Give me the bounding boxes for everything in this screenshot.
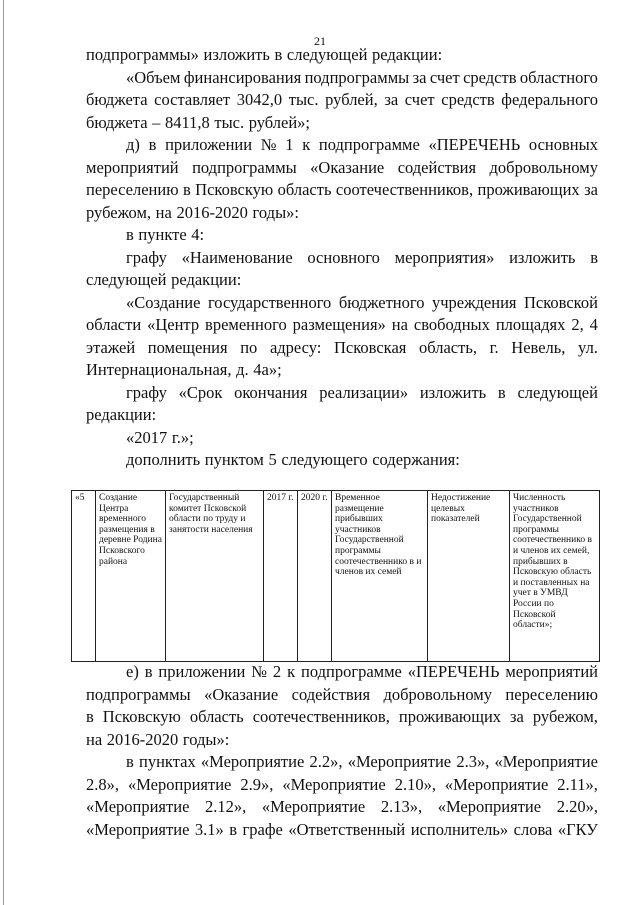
paragraph (86, 67, 598, 135)
text-line: бюджета – 8411,8 тыс. рублей»; (86, 112, 311, 132)
table-cell-consequences: Недостижение целевых показателей (428, 491, 510, 662)
paragraph (86, 224, 598, 247)
paragraph (86, 751, 598, 841)
text-line: «Создание государственного бюджетного учреждения Псковской (126, 292, 598, 312)
paragraph (86, 44, 598, 67)
table-cell-result: Временное размещение прибывших участников Государственной программы соотечественнико в и членов их семей (332, 491, 428, 662)
text-line: Интернациональная, д. 4а»; (86, 360, 282, 379)
document-body-bottom (86, 661, 598, 841)
text-line: д) в приложении № 1 к подпрограмме «ПЕРЕЧЕНЬ основных (126, 135, 598, 154)
text-line: дополнить пунктом 5 следующего содержания: (126, 450, 460, 469)
text-line: мероприятий подпрограммы «Оказание содействия добровольному (86, 157, 598, 177)
paragraph (86, 247, 598, 292)
text-line: на 2016-2020 годы»: (86, 729, 230, 749)
table-cell-end-year: 2020 г. (298, 491, 332, 662)
text-line: этажей помещения по адресу: Псковская область, г. Невель, ул. (86, 337, 598, 357)
text-line: переселению в Псковскую область соотечественников, проживающих за (86, 180, 598, 199)
text-line: в пункте 4: (126, 225, 205, 244)
document-body-top (86, 44, 598, 472)
text-line: рубежом, на 2016-2020 годы»: (86, 202, 299, 222)
paragraph (86, 427, 598, 450)
text-line: «Объем финансирования подпрограммы за счет средств областного (126, 67, 598, 87)
table-cell-start-year: 2017 г. (264, 491, 298, 662)
text-line: подпрограммы «Оказание содействия добровольному переселению (86, 684, 598, 704)
paragraph (86, 449, 598, 472)
table-cell-measure-name: Создание Центра временного размещения в деревне Родина Псковского района (96, 491, 166, 662)
paragraph (86, 292, 598, 382)
text-line: «Мероприятие 3.1» в графе «Ответственный исполнитель» слова «ГКУ (86, 819, 598, 839)
text-line: подпрограммы» изложить в следующей редакции: (86, 45, 443, 64)
paragraph (86, 382, 598, 427)
table-cell-responsible: Государственный комитет Псковской области по труду и занятости населения (166, 491, 264, 662)
text-line: области «Центр временного размещения» на свободных площадях 2, 4 (86, 315, 598, 334)
text-line: бюджета составляет 3042,0 тыс. рублей, за счет средств федерального (86, 90, 598, 109)
paragraph (86, 661, 598, 751)
table-cell-indicator: Численность участников Государственной программы соотечественнико в и членов их семей, прибывших в Псковскую область и поставленных на учет в УМВД России по Псковской области»; (510, 491, 600, 662)
text-line: графу «Наименование основного мероприятия» изложить в (126, 247, 598, 267)
text-line: «2017 г.»; (126, 427, 194, 447)
text-line: в Псковскую область соотечественников, проживающих за рубежом, (86, 707, 598, 726)
text-line: графу «Срок окончания реализации» изложить в следующей (126, 382, 598, 402)
text-line: 2.8», «Мероприятие 2.9», «Мероприятие 2.10», «Мероприятие 2.11», (86, 774, 598, 794)
text-line: следующей редакции: (86, 270, 242, 289)
page-number: 21 (314, 34, 326, 48)
text-line: редакции: (86, 405, 157, 424)
text-line: е) в приложении № 2 к подпрограмме «ПЕРЕЧЕНЬ мероприятий (126, 662, 598, 681)
scan-edge-line (3, 0, 4, 905)
table-row (72, 491, 600, 662)
measures-table (71, 490, 600, 662)
text-line: в пунктах «Мероприятие 2.2», «Мероприятие 2.3», «Мероприятие (126, 752, 598, 771)
text-line: «Мероприятие 2.12», «Мероприятие 2.13», «Мероприятие 2.20», (86, 797, 598, 816)
table-cell-number: «5 (72, 491, 96, 662)
paragraph (86, 134, 598, 224)
